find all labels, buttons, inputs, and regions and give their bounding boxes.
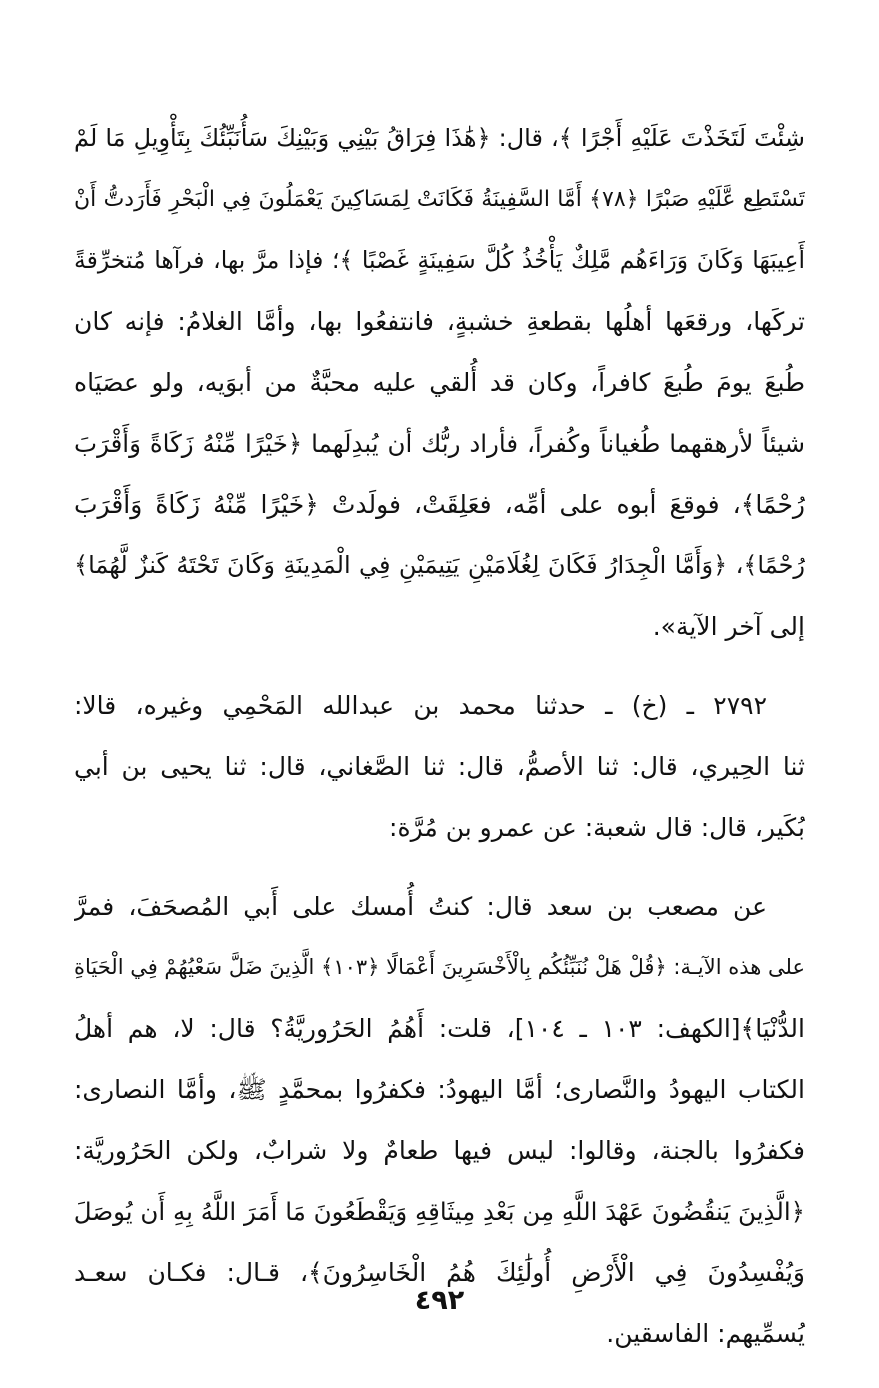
text-line: فكفرُوا بالجنة، وقالوا: ليس فيها طعامٌ ولا شرابٌ، ولكن الحَرُوريَّة:: [74, 1136, 805, 1165]
text-line: شِئْتَ لَتَخَذْتَ عَلَيْهِ أَجْرًا ﴾، قال: ﴿هَٰذَا فِرَاقُ بَيْنِي وَبَيْنِكَ سَأُنَبِّئُكَ بِتَأْوِيلِ مَا لَمْ: [74, 124, 805, 152]
text-line: الدُّنْيَا﴾[الكهف: ١٠٣ ـ ١٠٤]، قلت: أَهُمُ الحَرُوريَّةُ؟ قال: لا، هم أهلُ: [74, 1014, 805, 1043]
text-line: إلى آخر الآية».: [652, 612, 805, 641]
text-line: أَعِيبَهَا وَكَانَ وَرَاءَهُم مَّلِكٌ يَأْخُذُ كُلَّ سَفِينَةٍ غَصْبًا ﴾؛ فإذا مرَّ بها، فرآها مُتخرِّقةً: [74, 246, 805, 274]
paragraph-gap: [74, 657, 805, 675]
text-line: رُحْمًا﴾، ﴿وَأَمَّا الْجِدَارُ فَكَانَ لِغُلَامَيْنِ يَتِيمَيْنِ فِي الْمَدِينَةِ وَكَانَ تَحْتَهُ كَنزٌ لَّهُمَا﴾: [74, 551, 805, 579]
page-number: ٤٩٢: [414, 1285, 465, 1316]
text-line: ﴿الَّذِينَ يَنقُضُونَ عَهْدَ اللَّهِ مِن بَعْدِ مِيثَاقِهِ وَيَقْطَعُونَ مَا أَمَرَ اللَّهُ بِهِ أَن يُوصَلَ: [74, 1197, 805, 1226]
text-line: ثنا الحِيري، قال: ثنا الأصمُّ، قال: ثنا الصَّغاني، قال: ثنا يحيى بن أبي: [74, 752, 805, 781]
text-line: طُبعَ يومَ طُبعَ كافراً، وكان قد أُلقي عليه محبَّةٌ من أبوَيه، ولو عصَيَاه: [74, 368, 805, 397]
page-body: [74, 108, 805, 1364]
paragraph-isnad: [74, 675, 805, 858]
text-line: رُحْمًا﴾، فوقعَ أبوه على أمِّه، فعَلِقَتْ، فولَدتْ ﴿خَيْرًا مِّنْهُ زَكَاةً وَأَقْرَبَ: [74, 490, 805, 519]
text-line: عن مصعب بن سعد قال: كنتُ أُمسك على أَبي المُصحَفَ، فمرَّ: [74, 892, 767, 921]
text-line: تركَها، ورقعَها أهلُها بقطعةِ خشبةٍ، فانتفعُوا بها، وأمَّا الغلامُ: فإنه كان: [74, 307, 805, 336]
text-line: يُسمِّيهم: الفاسقين.: [606, 1319, 805, 1348]
text-line: على هذه الآيـة: ﴿قُلْ هَلْ نُنَبِّئُكُم بِالْأَخْسَرِينَ أَعْمَالًا ﴿١٠٣﴾ الَّذِينَ ضَلَّ سَعْيُهُمْ فِي الْحَيَاةِ: [74, 955, 805, 979]
text-line: تَسْتَطِع عَّلَيْهِ صَبْرًا ﴿٧٨﴾ أَمَّا السَّفِينَةُ فَكَانَتْ لِمَسَاكِينَ يَعْمَلُونَ فِي الْبَحْرِ فَأَرَدتُّ أَنْ: [74, 187, 805, 212]
text-line: ٢٧٩٢ ـ (خ) ـ حدثنا محمد بن عبدالله المَحْمِي وغيره، قالا:: [74, 691, 767, 720]
text-line: وَيُفْسِدُونَ فِي الْأَرْضِ أُولَٰئِكَ هُمُ الْخَاسِرُونَ﴾، قـال: فكـان سعـد: [74, 1258, 805, 1287]
text-line: شيئاً لأرهقهما طُغياناً وكُفراً، فأراد ربُّك أن يُبدِلَهما ﴿خَيْرًا مِّنْهُ زَكَاةً وَأَقْرَبَ: [74, 429, 805, 458]
paragraph-gap: [74, 858, 805, 876]
text-line: الكتاب اليهودُ والنَّصارى؛ أمَّا اليهودُ: فكفرُوا بمحمَّدٍ ﷺ، وأمَّا النصارى:: [74, 1075, 805, 1104]
text-line: بُكَير، قال: قال شعبة: عن عمرو بن مُرَّة:: [389, 813, 805, 842]
paragraph-hadith-end: [74, 108, 805, 657]
